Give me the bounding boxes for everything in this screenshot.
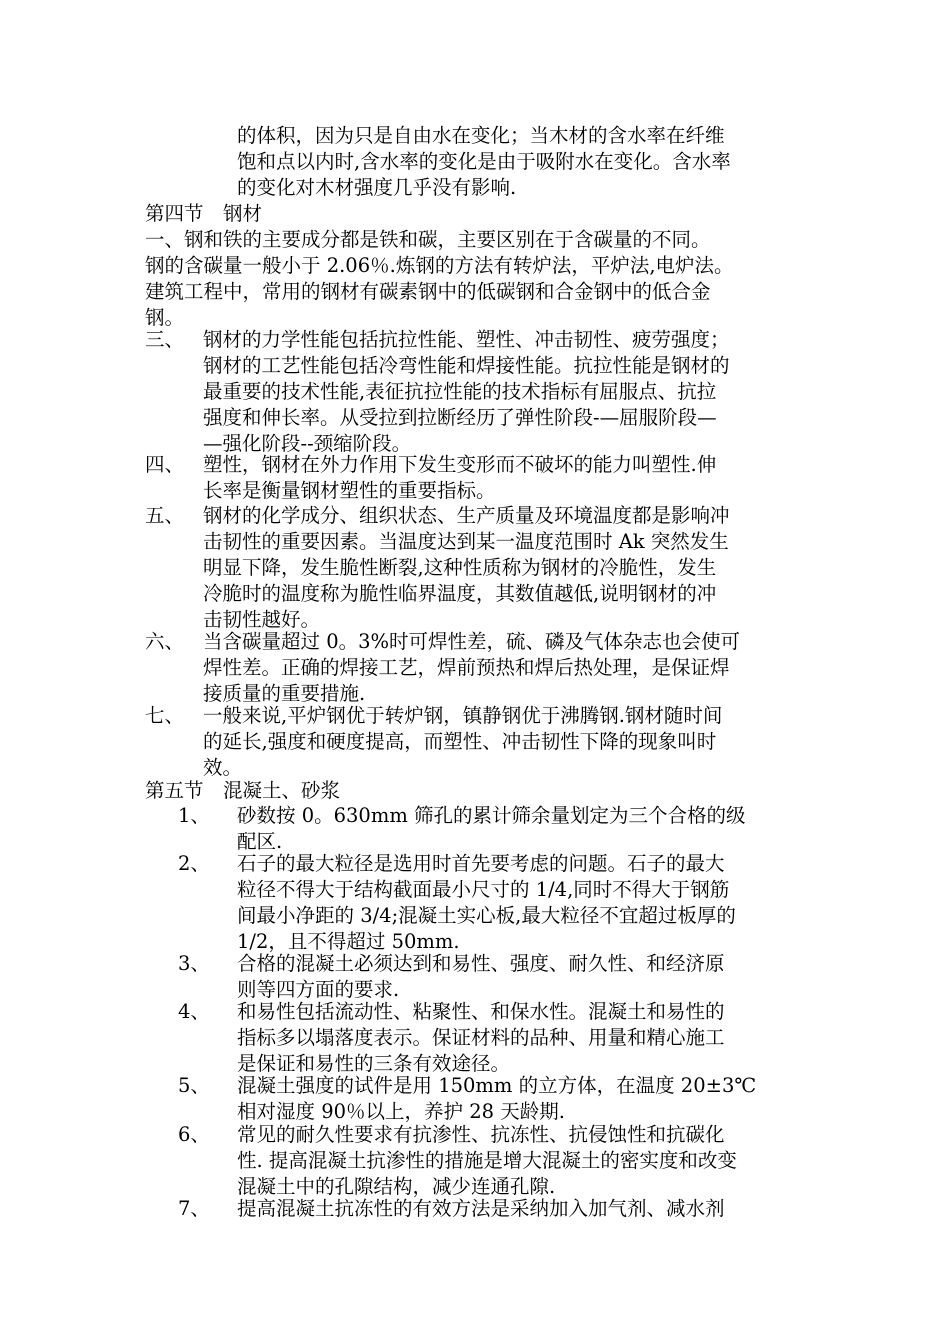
text-line: —强化阶段--颈缩阶段。	[203, 432, 412, 455]
text-line: 混凝土中的孔隙结构，减少连通孔隙.	[237, 1175, 556, 1198]
text-line: 长率是衡量钢材塑性的重要指标。	[203, 479, 496, 502]
item-number: 七、	[145, 704, 185, 727]
item-number: 三、	[145, 328, 185, 351]
item-number: 3、	[178, 952, 210, 975]
text-line: 砂数按 0。630mm 筛孔的累计筛余量划定为三个合格的级	[237, 804, 746, 827]
item-number: 2、	[178, 852, 210, 875]
item-number: 7、	[178, 1197, 210, 1220]
text-line: 钢材的工艺性能包括冷弯性能和焊接性能。抗拉性能是钢材的	[203, 354, 730, 377]
text-line: 石子的最大粒径是选用时首先要考虑的问题。石子的最大	[237, 852, 725, 875]
text-line: 的体积，因为只是自由水在变化；当木材的含水率在纤维	[237, 124, 725, 147]
text-line: 塑性，钢材在外力作用下发生变形而不破坏的能力叫塑性.伸	[203, 453, 717, 476]
text-line: 配区.	[237, 830, 283, 853]
text-line: 一、钢和铁的主要成分都是铁和碳，主要区别在于含碳量的不同。	[145, 228, 711, 251]
item-number: 五、	[145, 504, 185, 527]
text-line: 钢材的力学性能包括抗拉性能、塑性、冲击韧性、疲劳强度；	[203, 328, 730, 351]
item-number: 六、	[145, 630, 185, 653]
text-line: 焊性差。正确的焊接工艺，焊前预热和焊后热处理，是保证焊	[203, 656, 730, 679]
text-line: 和易性包括流动性、粘聚性、和保水性。混凝土和易性的	[237, 1000, 725, 1023]
text-line: 合格的混凝土必须达到和易性、强度、耐久性、和经济原	[237, 952, 725, 975]
text-line: 接质量的重要措施.	[203, 682, 366, 705]
item-number: 6、	[178, 1123, 210, 1146]
section-heading: 第五节 混凝土、砂浆	[145, 779, 341, 802]
text-line: 冷脆时的温度称为脆性临界温度，其数值越低,说明钢材的冲	[203, 582, 717, 605]
text-line: 性. 提高混凝土抗渗性的措施是增大混凝土的密实度和改变	[237, 1149, 737, 1172]
text-line: 1/2，且不得超过 50mm.	[237, 930, 460, 953]
text-line: 混凝土强度的试件是用 150mm 的立方体，在温度 20±3℃	[237, 1074, 757, 1097]
text-line: 指标多以塌落度表示。保证材料的品种、用量和精心施工	[237, 1026, 725, 1049]
text-line: 明显下降，发生脆性断裂,这种性质称为钢材的冷脆性，发生	[203, 556, 717, 579]
text-line: 饱和点以内时,含水率的变化是由于吸附水在变化。含水率	[237, 150, 731, 173]
text-line: 钢。	[145, 306, 185, 329]
text-line: 的变化对木材强度几乎没有影响.	[237, 176, 517, 199]
text-line: 提高混凝土抗冻性的有效方法是采纳加入加气剂、减水剂	[237, 1197, 725, 1220]
text-line: 效。	[203, 756, 243, 779]
text-line: 击韧性的重要因素。当温度达到某一温度范围时 Ak 突然发生	[203, 530, 729, 553]
text-line: 建筑工程中，常用的钢材有碳素钢中的低碳钢和合金钢中的低合金	[145, 280, 711, 303]
text-line: 击韧性越好。	[203, 608, 321, 631]
item-number: 1、	[178, 804, 210, 827]
text-line: 则等四方面的要求.	[237, 978, 400, 1001]
text-line: 间最小净距的 3/4;混凝土实心板,最大粒径不宜超过板厚的	[237, 904, 736, 927]
item-number: 5、	[178, 1074, 210, 1097]
text-line: 常见的耐久性要求有抗渗性、抗冻性、抗侵蚀性和抗碳化	[237, 1123, 725, 1146]
item-number: 4、	[178, 1000, 210, 1023]
text-line: 是保证和易性的三条有效途径。	[237, 1052, 511, 1075]
text-line: 钢的含碳量一般小于 2.06％.炼钢的方法有转炉法，平炉法,电炉法。	[145, 254, 734, 277]
text-line: 一般来说,平炉钢优于转炉钢，镇静钢优于沸腾钢.钢材随时间	[203, 704, 723, 727]
text-line: 强度和伸长率。从受拉到拉断经历了弹性阶段-—屈服阶段—	[203, 406, 717, 429]
text-line: 当含碳量超过 0。3%时可焊性差，硫、磷及气体杂志也会使可	[203, 630, 741, 653]
section-heading: 第四节 钢材	[145, 202, 263, 225]
item-number: 四、	[145, 453, 185, 476]
text-line: 钢材的化学成分、组织状态、生产质量及环境温度都是影响冲	[203, 504, 730, 527]
text-line: 粒径不得大于结构截面最小尺寸的 1/4,同时不得大于钢筋	[237, 878, 730, 901]
text-line: 相对湿度 90％以上，养护 28 天龄期.	[237, 1100, 565, 1123]
text-line: 的延长,强度和硬度提高，而塑性、冲击韧性下降的现象叫时	[203, 730, 717, 753]
text-line: 最重要的技术性能,表征抗拉性能的技术指标有屈服点、抗拉	[203, 380, 717, 403]
